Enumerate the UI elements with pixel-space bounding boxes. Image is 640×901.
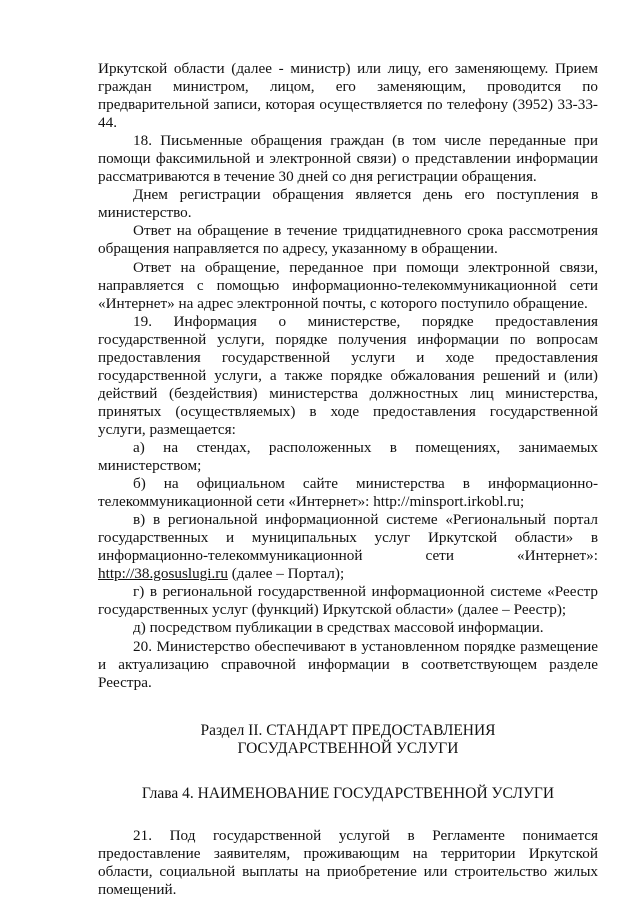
list-item-b-website: б) на официальном сайте министерства в информационно-телекоммуникационной сети «Интернет»: http://minsport.irkobl.ru; xyxy=(98,475,598,511)
paragraph-19-information: 19. Информация о министерстве, порядке предоставления государственной услуги, порядке получения информации по вопросам предоставления государственной услуги и ходе предоставления государственной услуги, а также порядке обжалования решений и (или) действий (бездействия) министерства должностных лиц министерства, принятых (осуществляемых) в ходе предоставления государственной услуги, размещается: xyxy=(98,312,598,438)
paragraph-response-postal: Ответ на обращение в течение тридцатидневного срока рассмотрения обращения направляется по адресу, указанному в обращении. xyxy=(98,222,598,258)
document-page xyxy=(98,60,598,899)
paragraph-registration-day: Днем регистрации обращения является день его поступления в министерство. xyxy=(98,186,598,222)
paragraph-reception: Иркутской области (далее - министр) или лицу, его заменяющему. Прием граждан министром, лицом, его заменяющим, проводится по предварительной записи, которая осуществляется по телефону (3952) 33-33-44. xyxy=(98,60,598,132)
paragraph-20-reference-info: 20. Министерство обеспечивают в установленном порядке размещение и актуализацию справочной информации в соответствующем разделе Реестра. xyxy=(98,637,598,691)
list-item-a-stands: а) на стендах, расположенных в помещениях, занимаемых министерством; xyxy=(98,438,598,475)
chapter-title: Глава 4. НАИМЕНОВАНИЕ ГОСУДАРСТВЕННОЙ УСЛУГИ xyxy=(141,784,555,802)
list-item-d-registry: г) в региональной государственной информационной системе «Реестр государственных услуг (функций) Иркутской области» (далее – Реестр); xyxy=(98,583,598,619)
portal-link[interactable]: http://38.gosuslugi.ru xyxy=(98,565,228,583)
paragraph-18-written-requests: 18. Письменные обращения граждан (в том числе переданные при помощи факсимильной и электронной связи) о представлении информации рассматриваются в течение 30 дней со дня регистрации обращения. xyxy=(98,132,598,186)
paragraph-21-service-definition: 21. Под государственной услугой в Регламенте понимается предоставление заявителям, проживающим на территории Иркутской области, социальной выплаты на приобретение или строительство жилых помещений. xyxy=(98,826,598,898)
section-title: Раздел II. СТАНДАРТ ПРЕДОСТАВЛЕНИЯ ГОСУДАРСТВЕННОЙ УСЛУГИ xyxy=(200,721,496,757)
list-item-c-portal xyxy=(98,511,598,583)
portal-text-after: (далее – Портал); xyxy=(227,565,345,583)
paragraph-response-email: Ответ на обращение, переданное при помощи электронной связи, направляется с помощью информационно-телекоммуникационной сети «Интернет» на адрес электронной почты, с которого поступило обращение. xyxy=(98,258,598,312)
portal-text-before: в) в региональной информационной системе «Региональный портал государственных и муниципальных услуг Иркутской области» в информационно-телекоммуникационной сети «Интернет»: xyxy=(98,511,598,565)
list-item-e-media: д) посредством публикации в средствах массовой информации. xyxy=(133,619,544,637)
